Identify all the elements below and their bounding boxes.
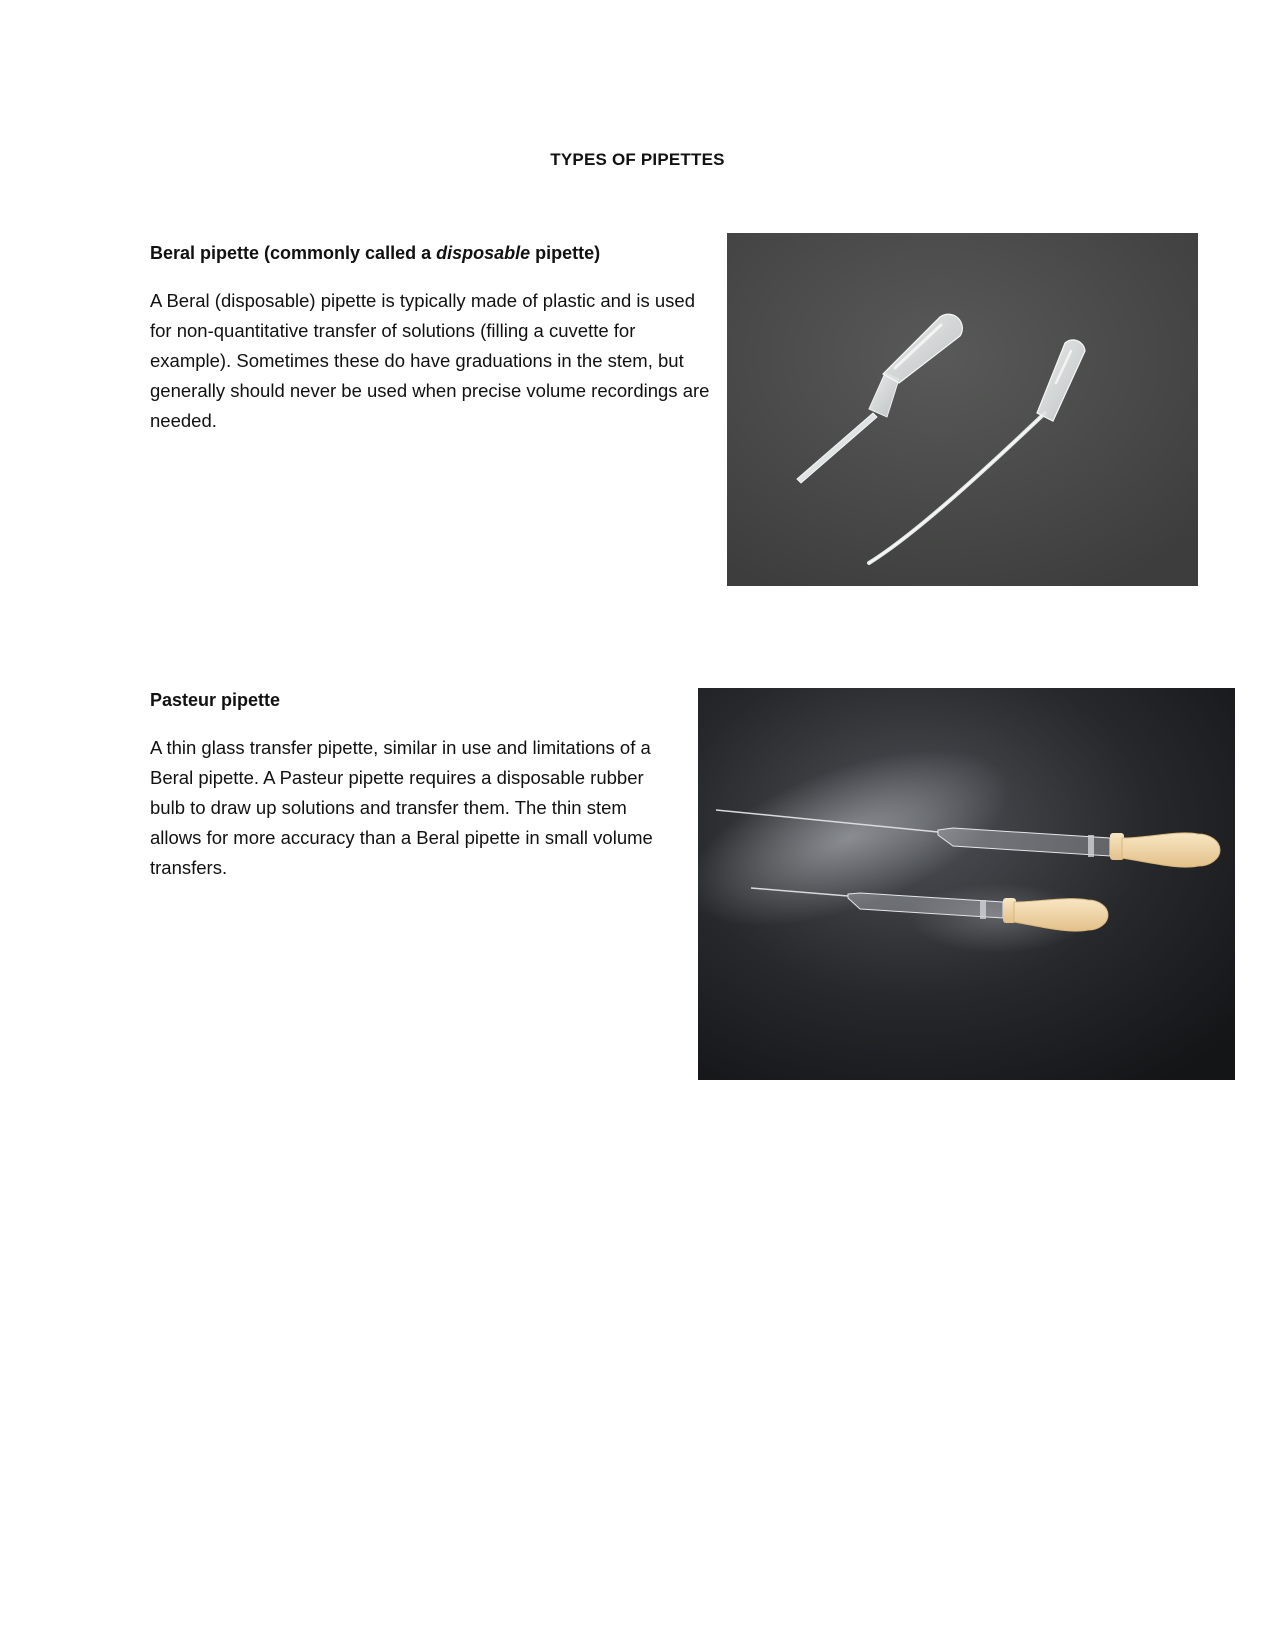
beral-section-body: A Beral (disposable) pipette is typically made of plastic and is used for non-quantitative transfer of solutions (filling a cuvette for example). Sometimes these do have graduations in the stem, but generally should never be used when precise volume recordings are needed. [150, 290, 710, 431]
pasteur-section-heading: Pasteur pipette [150, 690, 281, 710]
beral-heading-text: Beral pipette (commonly called a [150, 243, 437, 263]
beral-pipette-photo [727, 233, 1198, 586]
beral-photo-background [727, 233, 1198, 586]
pasteur-section-body: A thin glass transfer pipette, similar in use and limitations of a Beral pipette. A Pasteur pipette requires a disposable rubber bulb to draw up solutions and transfer them. The thin stem allows for more accuracy than a Beral pipette in small volume transfers. [150, 737, 653, 878]
beral-heading-end: pipette) [530, 243, 601, 263]
beral-heading-emphasis: disposable [436, 243, 531, 263]
page-title: TYPES OF PIPETTES [550, 150, 725, 169]
beral-section-heading [150, 243, 600, 264]
pasteur-pipette-photo [698, 688, 1235, 1080]
